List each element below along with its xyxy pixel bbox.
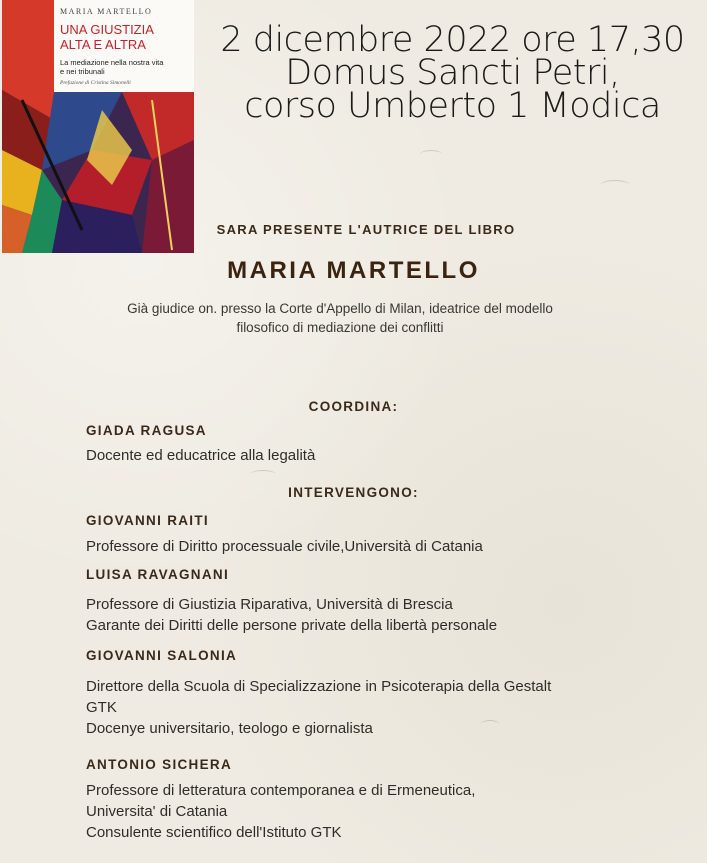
event-address: corso Umberto 1 Modica [244,86,661,126]
desc-line: Professore di Giustizia Riparativa, Università di Brescia [86,596,453,613]
event-venue: Domus Sancti Petri, [285,53,620,93]
coordinator-name: GIADA RAGUSA [86,423,207,438]
event-date: 2 dicembre 2022 ore 17,30 [220,20,685,60]
speaker-desc [86,676,686,739]
paper-fiber [250,470,276,479]
desc-line: GTK [86,699,117,716]
presenter-name: MARIA MARTELLO [227,257,480,284]
speaker-desc [86,536,686,557]
desc-line: Direttore della Scuola di Specializzazione in Psicoterapia della Gestalt [86,678,552,695]
book-cover [2,0,194,253]
desc-line: Consulente scientifico dell'Istituto GTK [86,824,342,841]
cover-subtitle-line: La mediazione nella nostra vita [60,58,164,67]
paper-fiber [420,150,442,159]
speaker-name: GIOVANNI RAITI [86,513,209,528]
speaker-name: GIOVANNI SALONIA [86,648,238,663]
desc-line: Professore di letteratura contemporanea e di Ermeneutica, [86,782,476,799]
bio-line: filosofico di mediazione dei conflitti [236,320,444,335]
bio-line: Già giudice on. presso la Corte d'Appello di Milan, ideatrice del modello [127,301,553,316]
cover-author: MARIA MARTELLO [60,7,153,16]
paper-fiber [600,180,630,191]
coordinator-desc [86,445,686,466]
desc-line: Professore di Diritto processuale civile,Università di Catania [86,538,483,555]
speaker-desc [86,594,686,636]
cover-title [60,22,192,52]
desc-line: Garante dei Diritti delle persone private della libertà personale [86,617,498,634]
cover-title-line: ALTA E ALTRA [60,37,146,52]
cover-subtitle-line: e nei tribunali [60,67,105,76]
intervengono-heading: INTERVENGONO: [288,485,419,500]
speaker-name: ANTONIO SICHERA [86,757,233,772]
cover-title-line: UNA GIUSTIZIA [60,22,154,37]
desc-line: Docenye universitario, teologo e giornalista [86,720,373,737]
coordina-heading: COORDINA: [308,399,399,414]
desc-line: Universita' di Catania [86,803,228,820]
desc-line: Docente ed educatrice alla legalità [86,447,316,464]
speaker-name: LUISA RAVAGNANI [86,567,229,582]
presenter-bio [80,299,600,337]
event-info [205,20,700,126]
presenter-intro: SARA PRESENTE L'AUTRICE DEL LIBRO [216,222,516,237]
cover-subtitle [60,58,192,76]
speaker-desc [86,780,686,843]
cover-preface: Prefazione di Cristina Simonelli [60,80,131,86]
